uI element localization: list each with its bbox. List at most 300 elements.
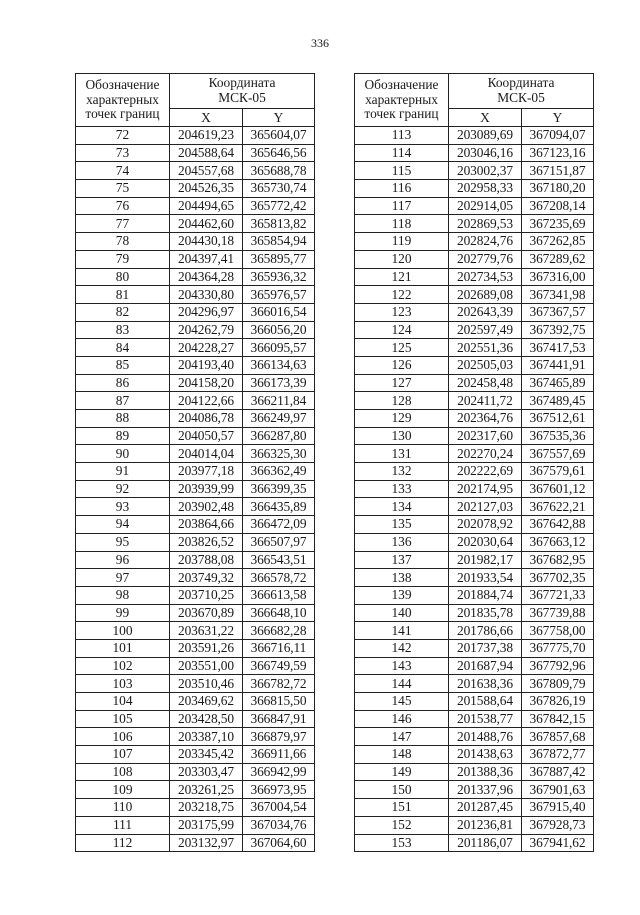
x-coordinate-cell: 203469,62 [170,693,243,711]
table-row [76,693,315,711]
table-row [355,533,594,551]
point-number-cell: 86 [76,374,170,392]
y-coordinate-cell: 366782,72 [243,675,315,693]
point-number-cell: 82 [76,303,170,321]
y-coordinate-cell: 365813,82 [243,215,315,233]
point-number-cell: 115 [355,162,449,180]
point-number-cell: 117 [355,197,449,215]
x-coordinate-cell: 201982,17 [449,551,522,569]
x-coordinate-cell: 203303,47 [170,763,243,781]
header-point-line: характерных [365,91,438,107]
x-coordinate-cell: 202458,48 [449,374,522,392]
table-row [76,710,315,728]
table-row [355,180,594,198]
x-coordinate-cell: 203864,66 [170,516,243,534]
point-number-cell: 131 [355,445,449,463]
table-row [76,427,315,445]
x-coordinate-cell: 202364,76 [449,410,522,428]
y-coordinate-cell: 366879,97 [243,728,315,746]
point-number-cell: 132 [355,463,449,481]
y-coordinate-cell: 366543,51 [243,551,315,569]
point-number-cell: 153 [355,834,449,852]
point-number-cell: 129 [355,410,449,428]
x-coordinate-cell: 201687,94 [449,657,522,675]
x-coordinate-cell: 204526,35 [170,180,243,198]
point-number-cell: 137 [355,551,449,569]
point-number-cell: 125 [355,339,449,357]
x-coordinate-cell: 201236,81 [449,816,522,834]
point-number-cell: 103 [76,675,170,693]
header-x: X [449,108,522,126]
x-coordinate-cell: 203089,69 [449,127,522,145]
y-coordinate-cell: 365604,07 [243,127,315,145]
point-number-cell: 94 [76,516,170,534]
header-y: Y [243,108,315,126]
table-row [355,710,594,728]
x-coordinate-cell: 202270,24 [449,445,522,463]
point-number-cell: 112 [76,834,170,852]
table-row [76,144,315,162]
point-number-cell: 76 [76,197,170,215]
x-coordinate-cell: 204557,68 [170,162,243,180]
y-coordinate-cell: 365895,77 [243,250,315,268]
header-y: Y [522,108,594,126]
x-coordinate-cell: 204228,27 [170,339,243,357]
table-row [76,127,315,145]
x-coordinate-cell: 202317,60 [449,427,522,445]
y-coordinate-cell: 367392,75 [522,321,594,339]
point-number-cell: 98 [76,586,170,604]
y-coordinate-cell: 367341,98 [522,286,594,304]
x-coordinate-cell: 203261,25 [170,781,243,799]
table-row [76,197,315,215]
y-coordinate-cell: 367367,57 [522,303,594,321]
x-coordinate-cell: 203345,42 [170,746,243,764]
point-number-cell: 101 [76,639,170,657]
table-row [355,303,594,321]
x-coordinate-cell: 202824,76 [449,233,522,251]
y-coordinate-cell: 366095,57 [243,339,315,357]
y-coordinate-cell: 367535,36 [522,427,594,445]
header-coord-line: Координата [208,75,276,91]
x-coordinate-cell: 203788,08 [170,551,243,569]
y-coordinate-cell: 367721,33 [522,586,594,604]
table-row [76,675,315,693]
table-row [355,356,594,374]
point-number-cell: 95 [76,533,170,551]
y-coordinate-cell: 365772,42 [243,197,315,215]
y-coordinate-cell: 366325,30 [243,445,315,463]
x-coordinate-cell: 204262,79 [170,321,243,339]
point-number-cell: 81 [76,286,170,304]
point-number-cell: 100 [76,622,170,640]
table-row [76,604,315,622]
header-point-line: точек границ [85,106,160,122]
table-row [355,162,594,180]
point-number-cell: 121 [355,268,449,286]
y-coordinate-cell: 367064,60 [243,834,315,852]
point-number-cell: 123 [355,303,449,321]
table-row [76,533,315,551]
table-row [355,144,594,162]
x-coordinate-cell: 203670,89 [170,604,243,622]
x-coordinate-cell: 204397,41 [170,250,243,268]
x-coordinate-cell: 201438,63 [449,746,522,764]
point-number-cell: 135 [355,516,449,534]
point-number-cell: 126 [355,356,449,374]
table-row [76,233,315,251]
table-row [76,639,315,657]
point-number-cell: 138 [355,569,449,587]
x-coordinate-cell: 204330,80 [170,286,243,304]
table-row [355,250,594,268]
table-row [355,834,594,852]
table-row [76,268,315,286]
x-coordinate-cell: 201488,76 [449,728,522,746]
table-row [76,569,315,587]
table-row [76,321,315,339]
y-coordinate-cell: 365936,32 [243,268,315,286]
point-number-cell: 118 [355,215,449,233]
y-coordinate-cell: 367094,07 [522,127,594,145]
x-coordinate-cell: 204193,40 [170,356,243,374]
table-row [76,622,315,640]
y-coordinate-cell: 367441,91 [522,356,594,374]
point-number-cell: 105 [76,710,170,728]
y-coordinate-cell: 366016,54 [243,303,315,321]
point-number-cell: 127 [355,374,449,392]
y-coordinate-cell: 365646,56 [243,144,315,162]
y-coordinate-cell: 367739,88 [522,604,594,622]
table-row [355,215,594,233]
point-number-cell: 88 [76,410,170,428]
point-number-cell: 91 [76,463,170,481]
x-coordinate-cell: 203977,18 [170,463,243,481]
header-coordinate-label [449,74,594,109]
x-coordinate-cell: 202127,03 [449,498,522,516]
table-row [76,728,315,746]
table-row [76,781,315,799]
y-coordinate-cell: 367792,96 [522,657,594,675]
x-coordinate-cell: 203046,16 [449,144,522,162]
header-coord-line: МСК-05 [218,89,266,105]
table-row [76,834,315,852]
table-row [76,763,315,781]
point-number-cell: 144 [355,675,449,693]
table-row [355,127,594,145]
point-number-cell: 147 [355,728,449,746]
y-coordinate-cell: 366362,49 [243,463,315,481]
table-row [355,463,594,481]
header-point-line: точек границ [364,106,439,122]
table-row [76,551,315,569]
x-coordinate-cell: 201638,36 [449,675,522,693]
x-coordinate-cell: 201835,78 [449,604,522,622]
table-row [355,604,594,622]
table-row [355,763,594,781]
point-number-cell: 142 [355,639,449,657]
x-coordinate-cell: 201786,66 [449,622,522,640]
y-coordinate-cell: 367941,62 [522,834,594,852]
table-row [355,427,594,445]
coordinates-table-left [75,73,315,852]
point-number-cell: 77 [76,215,170,233]
y-coordinate-cell: 367034,76 [243,816,315,834]
table-row [76,746,315,764]
x-coordinate-cell: 204364,28 [170,268,243,286]
point-number-cell: 109 [76,781,170,799]
table-row [355,639,594,657]
y-coordinate-cell: 365688,78 [243,162,315,180]
table-row [355,816,594,834]
x-coordinate-cell: 204588,64 [170,144,243,162]
coordinates-table-right [354,73,594,852]
y-coordinate-cell: 365976,57 [243,286,315,304]
table-row [355,498,594,516]
table-row [355,569,594,587]
point-number-cell: 149 [355,763,449,781]
y-coordinate-cell: 367758,00 [522,622,594,640]
point-number-cell: 104 [76,693,170,711]
table-row [355,746,594,764]
x-coordinate-cell: 201538,77 [449,710,522,728]
table-row [76,374,315,392]
x-coordinate-cell: 203387,10 [170,728,243,746]
point-number-cell: 151 [355,799,449,817]
y-coordinate-cell: 367915,40 [522,799,594,817]
table-row [76,215,315,233]
x-coordinate-cell: 201186,07 [449,834,522,852]
y-coordinate-cell: 366134,63 [243,356,315,374]
point-number-cell: 111 [76,816,170,834]
x-coordinate-cell: 203749,32 [170,569,243,587]
x-coordinate-cell: 201337,96 [449,781,522,799]
header-point-line: характерных [86,91,159,107]
point-number-cell: 87 [76,392,170,410]
y-coordinate-cell: 366249,97 [243,410,315,428]
x-coordinate-cell: 201884,74 [449,586,522,604]
y-coordinate-cell: 366749,59 [243,657,315,675]
y-coordinate-cell: 367842,15 [522,710,594,728]
table-row [76,286,315,304]
y-coordinate-cell: 367579,61 [522,463,594,481]
point-number-cell: 145 [355,693,449,711]
y-coordinate-cell: 366399,35 [243,480,315,498]
x-coordinate-cell: 203591,26 [170,639,243,657]
y-coordinate-cell: 366578,72 [243,569,315,587]
y-coordinate-cell: 366847,91 [243,710,315,728]
y-coordinate-cell: 367872,77 [522,746,594,764]
y-coordinate-cell: 366613,58 [243,586,315,604]
y-coordinate-cell: 367151,87 [522,162,594,180]
point-number-cell: 108 [76,763,170,781]
point-number-cell: 119 [355,233,449,251]
header-coordinate-label [170,74,315,109]
header-coord-line: Координата [487,75,555,91]
point-number-cell: 80 [76,268,170,286]
x-coordinate-cell: 201388,36 [449,763,522,781]
table-row [355,286,594,304]
point-number-cell: 72 [76,127,170,145]
point-number-cell: 73 [76,144,170,162]
table-row [355,799,594,817]
y-coordinate-cell: 366911,66 [243,746,315,764]
y-coordinate-cell: 367642,88 [522,516,594,534]
y-coordinate-cell: 367809,79 [522,675,594,693]
x-coordinate-cell: 201287,45 [449,799,522,817]
x-coordinate-cell: 201933,54 [449,569,522,587]
x-coordinate-cell: 202643,39 [449,303,522,321]
point-number-cell: 150 [355,781,449,799]
point-number-cell: 124 [355,321,449,339]
y-coordinate-cell: 367702,35 [522,569,594,587]
header-x: X [170,108,243,126]
x-coordinate-cell: 202869,53 [449,215,522,233]
y-coordinate-cell: 367289,62 [522,250,594,268]
y-coordinate-cell: 366056,20 [243,321,315,339]
x-coordinate-cell: 201737,38 [449,639,522,657]
point-number-cell: 78 [76,233,170,251]
x-coordinate-cell: 203631,22 [170,622,243,640]
header-point-label [76,74,170,127]
x-coordinate-cell: 204619,23 [170,127,243,145]
x-coordinate-cell: 202030,64 [449,533,522,551]
x-coordinate-cell: 203551,00 [170,657,243,675]
point-number-cell: 79 [76,250,170,268]
x-coordinate-cell: 203002,37 [449,162,522,180]
point-number-cell: 89 [76,427,170,445]
point-number-cell: 93 [76,498,170,516]
point-number-cell: 140 [355,604,449,622]
y-coordinate-cell: 366815,50 [243,693,315,711]
x-coordinate-cell: 204462,60 [170,215,243,233]
x-coordinate-cell: 202078,92 [449,516,522,534]
y-coordinate-cell: 367512,61 [522,410,594,428]
point-number-cell: 139 [355,586,449,604]
x-coordinate-cell: 203826,52 [170,533,243,551]
x-coordinate-cell: 202689,08 [449,286,522,304]
table-row [76,516,315,534]
table-row [355,374,594,392]
x-coordinate-cell: 203510,46 [170,675,243,693]
point-number-cell: 128 [355,392,449,410]
table-row [76,445,315,463]
table-row [355,657,594,675]
table-row [355,233,594,251]
x-coordinate-cell: 204430,18 [170,233,243,251]
x-coordinate-cell: 202779,76 [449,250,522,268]
point-number-cell: 114 [355,144,449,162]
x-coordinate-cell: 201588,64 [449,693,522,711]
y-coordinate-cell: 367857,68 [522,728,594,746]
table-row [355,516,594,534]
point-number-cell: 152 [355,816,449,834]
table-row [76,339,315,357]
point-number-cell: 83 [76,321,170,339]
x-coordinate-cell: 203902,48 [170,498,243,516]
x-coordinate-cell: 203218,75 [170,799,243,817]
y-coordinate-cell: 365854,94 [243,233,315,251]
table-row [355,622,594,640]
y-coordinate-cell: 366435,89 [243,498,315,516]
header-coord-line: МСК-05 [497,89,545,105]
x-coordinate-cell: 204158,20 [170,374,243,392]
y-coordinate-cell: 367180,20 [522,180,594,198]
header-point-line: Обозначение [364,77,439,93]
y-coordinate-cell: 367004,54 [243,799,315,817]
y-coordinate-cell: 367489,45 [522,392,594,410]
table-row [76,463,315,481]
point-number-cell: 148 [355,746,449,764]
point-number-cell: 133 [355,480,449,498]
y-coordinate-cell: 367262,85 [522,233,594,251]
point-number-cell: 99 [76,604,170,622]
x-coordinate-cell: 202597,49 [449,321,522,339]
x-coordinate-cell: 203939,99 [170,480,243,498]
y-coordinate-cell: 367826,19 [522,693,594,711]
table-row [355,551,594,569]
table-row [355,392,594,410]
table-row [355,321,594,339]
table-row [76,162,315,180]
table-row [76,657,315,675]
table-row [355,410,594,428]
header-point-label [355,74,449,127]
x-coordinate-cell: 202222,69 [449,463,522,481]
y-coordinate-cell: 366716,11 [243,639,315,657]
y-coordinate-cell: 367682,95 [522,551,594,569]
table-row [355,693,594,711]
y-coordinate-cell: 366648,10 [243,604,315,622]
table-body-left [76,127,315,852]
point-number-cell: 122 [355,286,449,304]
table-row [355,675,594,693]
table-row [76,250,315,268]
y-coordinate-cell: 367557,69 [522,445,594,463]
point-number-cell: 120 [355,250,449,268]
table-row [76,356,315,374]
table-row [355,480,594,498]
point-number-cell: 146 [355,710,449,728]
x-coordinate-cell: 204014,04 [170,445,243,463]
table-row [355,781,594,799]
table-body-right [355,127,594,852]
point-number-cell: 84 [76,339,170,357]
y-coordinate-cell: 367601,12 [522,480,594,498]
point-number-cell: 141 [355,622,449,640]
x-coordinate-cell: 203710,25 [170,586,243,604]
y-coordinate-cell: 367123,16 [522,144,594,162]
point-number-cell: 106 [76,728,170,746]
y-coordinate-cell: 366942,99 [243,763,315,781]
y-coordinate-cell: 367663,12 [522,533,594,551]
x-coordinate-cell: 202914,05 [449,197,522,215]
x-coordinate-cell: 202411,72 [449,392,522,410]
y-coordinate-cell: 367775,70 [522,639,594,657]
x-coordinate-cell: 204494,65 [170,197,243,215]
table-row [76,303,315,321]
y-coordinate-cell: 367208,14 [522,197,594,215]
x-coordinate-cell: 202958,33 [449,180,522,198]
x-coordinate-cell: 203428,50 [170,710,243,728]
table-row [76,480,315,498]
table-row [355,197,594,215]
point-number-cell: 85 [76,356,170,374]
table-row [355,339,594,357]
table-row [355,586,594,604]
y-coordinate-cell: 367928,73 [522,816,594,834]
point-number-cell: 97 [76,569,170,587]
